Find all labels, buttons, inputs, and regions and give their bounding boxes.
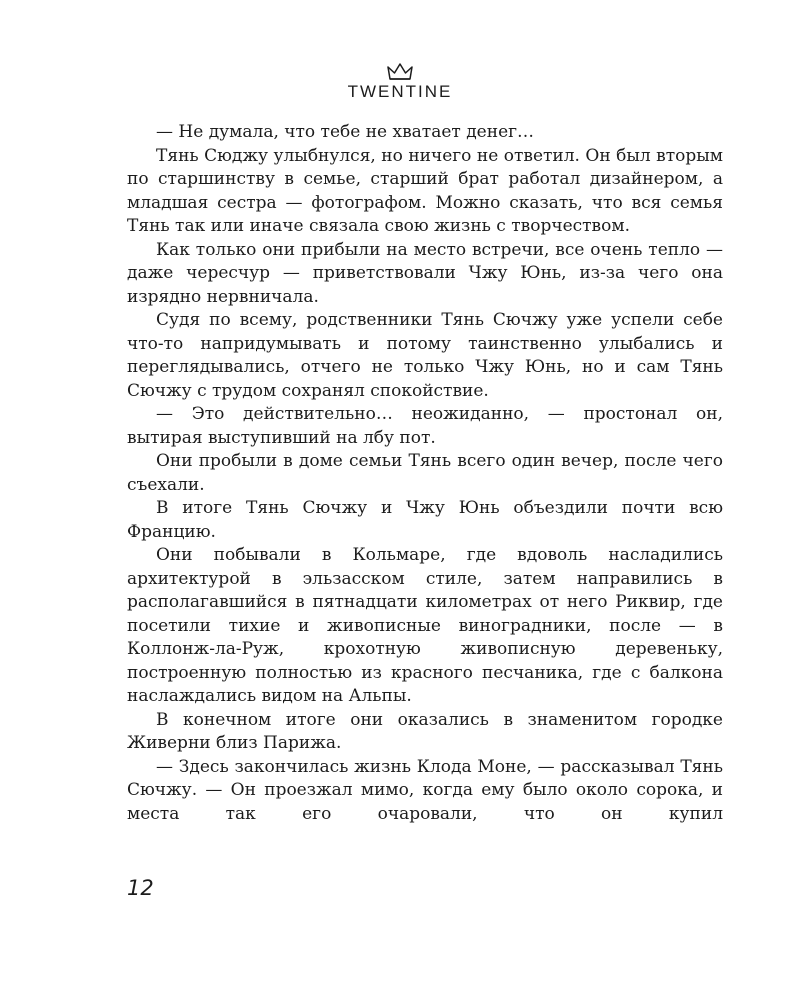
paragraph: — Здесь закончилась жизнь Клода Моне, — рассказывал Тянь Сючжу. — Он проезжал мимо, когда ему было около сорока, и места так его очаровали, что он купил	[127, 756, 723, 824]
paragraph: Тянь Сюджу улыбнулся, но ничего не ответил. Он был вторым по старшинству в семье, старший брат работал дизайнером, а младшая сестра — фотографом. Можно сказать, что вся семья Тянь так или иначе связала свою жизнь с творчеством.	[127, 145, 723, 236]
running-header	[0, 62, 800, 102]
paragraph: В итоге Тянь Сючжу и Чжу Юнь объездили почти всю Францию.	[127, 498, 723, 542]
paragraph: — Это действительно… неожиданно, — простонал он, вытирая выступивший на лбу пот.	[127, 404, 723, 448]
page-number: 12	[127, 876, 154, 900]
paragraph: — Не думала, что тебе не хватает денег…	[156, 122, 535, 142]
publisher-logo-text: TWENTINE	[347, 82, 453, 101]
paragraph: Они побывали в Кольмаре, где вдоволь насладились архитектурой в эльзасском стиле, затем направились в располагавшийся в пятнадцати километрах от него Риквир, где посетили тихие и живописные виноградники, после — в Коллонж-ла-Руж, крохотную живописную деревеньку, построенную полностью из красного песчаника, где с балкона наслаждались видом на Альпы.	[127, 545, 723, 706]
paragraph: В конечном итоге они оказались в знаменитом городке Живерни близ Парижа.	[127, 709, 723, 753]
paragraph: Судя по всему, родственники Тянь Сючжу уже успели себе что-то напридумывать и потому таинственно улыбались и переглядывались, отчего не только Чжу Юнь, но и сам Тянь Сючжу с трудом сохранял спокойствие.	[127, 310, 723, 401]
crown-icon	[385, 62, 415, 82]
page-text	[127, 121, 723, 826]
paragraph: Они пробыли в доме семьи Тянь всего один вечер, после чего съехали.	[127, 451, 723, 495]
paragraph: Как только они прибыли на место встречи, все очень тепло — даже чересчур — приветствовали Чжу Юнь, из-за чего она изрядно нервничала.	[127, 239, 723, 307]
